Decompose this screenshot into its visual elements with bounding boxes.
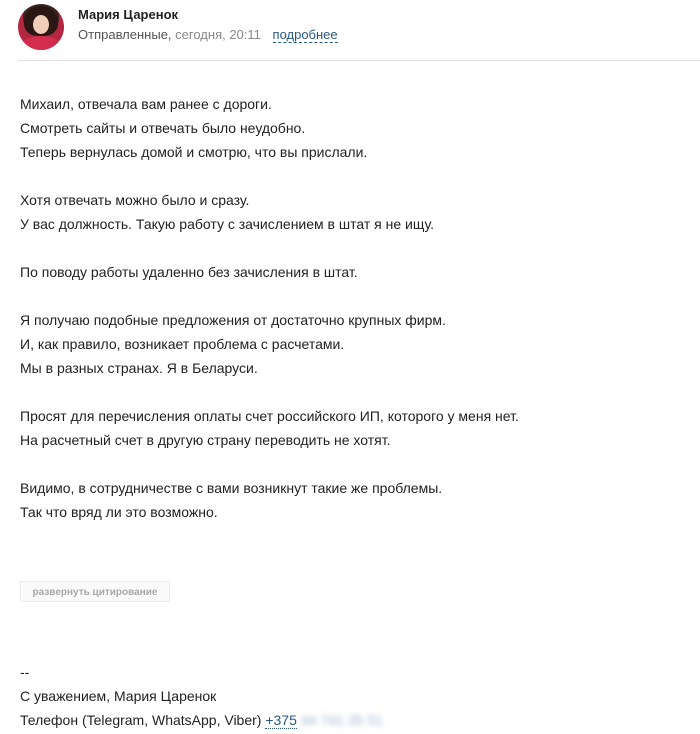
phone-label: Телефон (Telegram, WhatsApp, Viber) — [20, 712, 262, 728]
message-line: Мы в разных странах. Я в Беларуси. — [20, 360, 258, 376]
message-time: сегодня, 20:11 — [175, 27, 261, 42]
message-meta — [78, 27, 338, 42]
details-link[interactable]: подробнее — [272, 27, 338, 42]
sender-avatar[interactable] — [18, 4, 64, 50]
signature-phone-line — [20, 708, 383, 732]
message-line: Я получаю подобные предложения от достаточно крупных фирм. — [20, 312, 446, 328]
message-paragraph — [20, 404, 680, 452]
message-line: И, как правило, возникает проблема с расчетами. — [20, 336, 345, 352]
phone-link[interactable]: +375 — [265, 712, 297, 728]
message-line: Теперь вернулась домой и смотрю, что вы прислали. — [20, 144, 368, 160]
signature — [20, 660, 383, 732]
message-paragraph — [20, 260, 680, 284]
message-line: По поводу работы удаленно без зачисления в штат. — [20, 264, 358, 280]
signature-dashes: -- — [20, 664, 30, 680]
message-paragraph — [20, 476, 680, 524]
folder-label: Отправленные, — [78, 27, 172, 42]
message-paragraph — [20, 308, 680, 380]
message-header — [0, 0, 700, 60]
expand-quote-button[interactable]: развернуть цитирование — [20, 581, 170, 602]
message-line: У вас должность. Такую работу с зачислением в штат я не ищу. — [20, 216, 434, 232]
message-line: Видимо, в сотрудничестве с вами возникнут такие же проблемы. — [20, 480, 443, 496]
message-line: Михаил, отвечала вам ранее с дороги. — [20, 96, 272, 112]
sender-name[interactable]: Мария Царенок — [78, 7, 179, 22]
message-line: Просят для перечисления оплаты счет российского ИП, которого у меня нет. — [20, 408, 519, 424]
avatar-shirt — [21, 36, 61, 50]
message-paragraph — [20, 92, 680, 164]
message-paragraph — [20, 188, 680, 236]
message-line: Хотя отвечать можно было и сразу. — [20, 192, 250, 208]
header-divider — [18, 60, 700, 61]
message-line: Смотреть сайты и отвечать было неудобно. — [20, 120, 306, 136]
message-line: Так что вряд ли это возможно. — [20, 504, 218, 520]
message-line: На расчетный счет в другую страну переводить не хотят. — [20, 432, 391, 448]
signature-regards: С уважением, Мария Царенок — [20, 688, 217, 704]
message-body — [20, 92, 680, 548]
avatar-face — [33, 15, 49, 34]
phone-number-blurred: 44 741 35 51 — [300, 712, 383, 728]
